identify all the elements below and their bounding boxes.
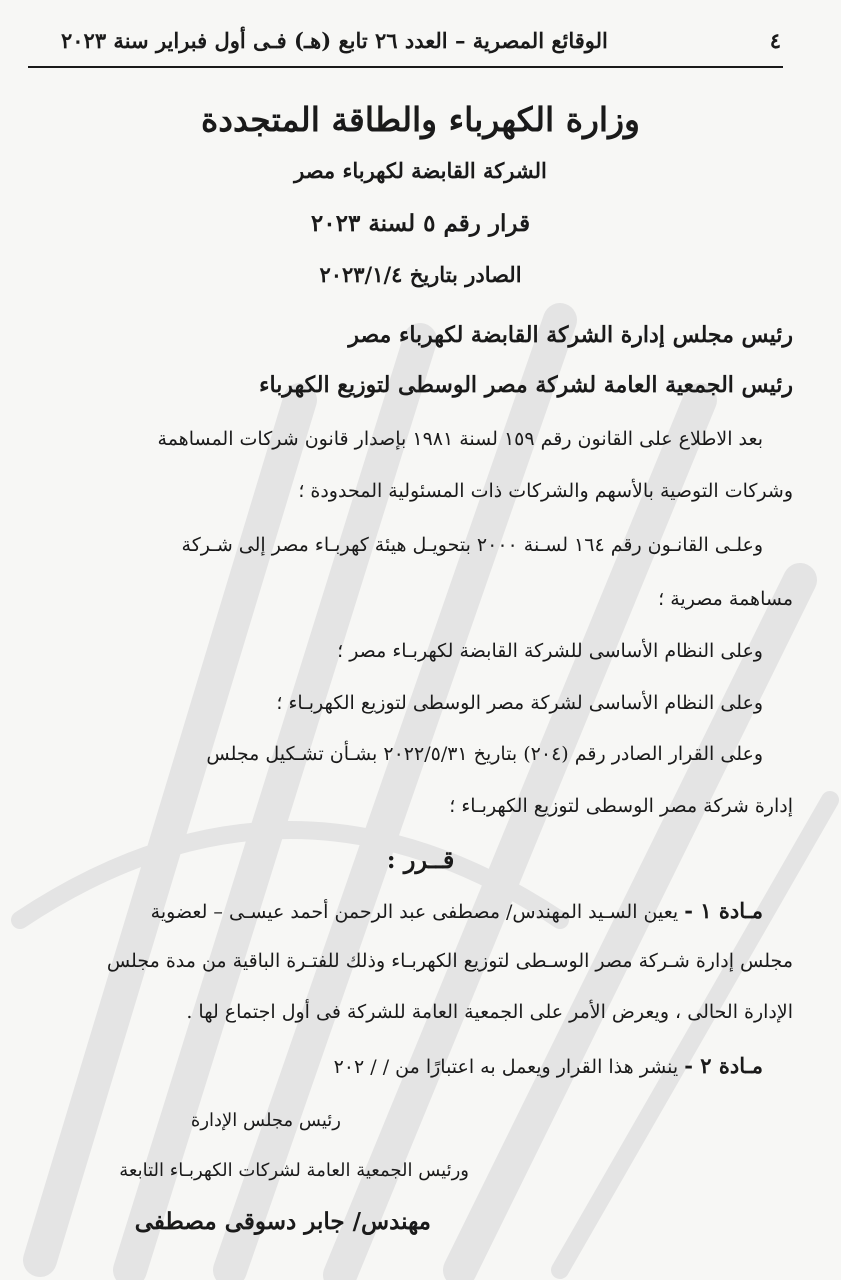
article-1-line: الإدارة الحالى ، ويعرض الأمر على الجمعية العامة للشركة فى أول اجتماع لها . (186, 1001, 793, 1023)
preamble-line: وعلى النظام الأساسى لشركة مصر الوسطى لتوزيع الكهربـاء ؛ (276, 692, 763, 714)
article-1-line (151, 898, 763, 923)
issuer-line-1: رئيس مجلس إدارة الشركة القابضة لكهرباء مصر (348, 322, 793, 348)
ministry-title: وزارة الكهرباء والطاقة المتجددة (201, 100, 640, 139)
gazette-title: الوقائع المصرية – العدد ٢٦ تابع (هـ) فـى أول فبراير سنة ٢٠٢٣ (61, 28, 608, 53)
preamble-line: وشركات التوصية بالأسهم والشركات ذات المسئولية المحدودة ؛ (298, 480, 793, 502)
decree-number: قرار رقم ٥ لسنة ٢٠٢٣ (310, 210, 531, 237)
preamble-line: وعلى النظام الأساسى للشركة القابضة لكهربـاء مصر ؛ (337, 640, 763, 662)
header-divider (28, 66, 783, 68)
decree-date: الصادر بتاريخ ٢٠٢٣/١/٤ (319, 262, 522, 287)
signature-title-1: رئيس مجلس الإدارة (190, 1110, 341, 1131)
signature-name: مهندس/ جابر دسوقى مصطفى (134, 1208, 431, 1235)
page-header (61, 28, 781, 53)
article-1-line: مجلس إدارة شـركة مصر الوسـطى لتوزيع الكهربـاء وذلك للفتـرة الباقية من مدة مجلس (106, 950, 793, 972)
preamble-line: إدارة شركة مصر الوسطى لتوزيع الكهربـاء ؛ (449, 795, 793, 817)
preamble-line: وعلى القرار الصادر رقم (٢٠٤) بتاريخ ٢٠٢٢/٥/٣١ بشـأن تشـكيل مجلس (206, 743, 763, 765)
article-2-label: مـادة ٢ - (684, 1053, 763, 1078)
page-number: ٤ (769, 28, 781, 53)
article-1-text: يعين السـيد المهندس/ مصطفى عبد الرحمن أحمد عيسـى – لعضوية (150, 901, 679, 923)
company-name: الشركة القابضة لكهرباء مصر (294, 158, 547, 183)
preamble-line: وعلـى القانـون رقم ١٦٤ لسـنة ٢٠٠٠ بتحويـل هيئة كهربـاء مصر إلى شـركة (181, 534, 763, 556)
article-2-line (334, 1053, 763, 1078)
preamble-line: مساهمة مصرية ؛ (658, 588, 793, 610)
article-2-text: ينشر هذا القرار ويعمل به اعتبارًا من / / ٢٠٢ (333, 1056, 679, 1078)
decides-heading: قــرر : (386, 845, 455, 874)
signature-title-2: ورئيس الجمعية العامة لشركات الكهربـاء التابعة (119, 1160, 469, 1181)
preamble-line: بعد الاطلاع على القانون رقم ١٥٩ لسنة ١٩٨١ بإصدار قانون شركات المساهمة (157, 428, 763, 450)
article-1-label: مـادة ١ - (684, 898, 763, 923)
issuer-line-2: رئيس الجمعية العامة لشركة مصر الوسطى لتوزيع الكهرباء (259, 372, 793, 398)
